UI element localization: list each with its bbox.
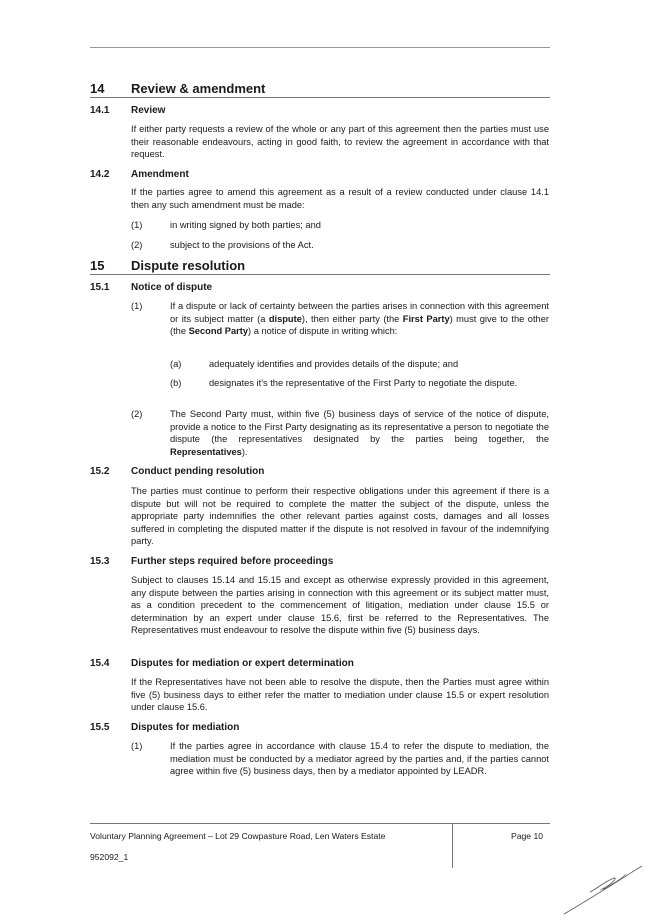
clause-title: Amendment [131,169,189,180]
footer-reference: 952092_1 [90,852,129,862]
list-text: adequately identifies and provides details of the dispute; and [209,359,459,369]
clause-number: 15.1 [90,282,110,293]
footer-divider [452,823,453,868]
list-text: If the parties agree in accordance with clause 15.4 to refer the dispute to mediation, the mediation must be conducted by a mediator agreed by the parties and, if the parties cannot agree within five (5) business days, then by a mediator appointed by LEADR. [170,741,549,777]
section-number: 15 [90,258,105,273]
list-label: (b) [170,378,182,388]
section-number: 14 [90,81,105,96]
clause-title: Review [131,105,166,116]
list-text: designates it's the representative of the First Party to negotiate the dispute. [209,378,518,388]
section-heading [90,258,550,275]
list-label: (1) [131,220,143,230]
list-label: (1) [131,741,143,751]
clause-number: 15.3 [90,556,110,567]
footer-title: Voluntary Planning Agreement – Lot 29 Cowpasture Road, Len Waters Estate [90,831,386,841]
clause-number: 15.4 [90,658,110,669]
footer-rule [90,823,550,869]
list-label: (2) [131,240,143,250]
clause-text: If the Representatives have not been able to resolve the dispute, then the Parties must agree within five (5) business days to either refer the matter to mediation under clause 15.5 or expert resolution under clause 15.6. [131,677,549,713]
clause-text: If either party requests a review of the whole or any part of this agreement then the parties must use their reasonable endeavours, acting in good faith, to review the agreement in accordance with that request. [131,124,549,160]
clause-title: Disputes for mediation or expert determination [131,658,354,669]
signature-icon [560,862,646,918]
page-number: Page 10 [511,831,544,841]
list-text: subject to the provisions of the Act. [170,240,314,250]
section-title: Dispute resolution [131,258,246,273]
list-label: (1) [131,301,143,311]
clause-number: 14.2 [90,169,110,180]
clause-number: 15.2 [90,466,110,477]
header-rule [90,47,550,48]
clause-text: Subject to clauses 15.14 and 15.15 and except as otherwise expressly provided in this agreement, any dispute between the parties arising in connection with this agreement or its subject matter must, as a condition precedent to the commencement of litigation, mediation under clause 15.5 or determination by an expert under clause 15.6, first be referred to the Representatives. The Representatives must endeavour to resolve the dispute within five (5) business days. [131,575,549,636]
clause-title: Conduct pending resolution [131,466,265,477]
clause-number: 14.1 [90,105,110,116]
list-label: (2) [131,409,143,419]
list-text: in writing signed by both parties; and [170,220,321,230]
clause-title: Disputes for mediation [131,722,240,733]
section-heading [90,81,550,98]
clause-text: The parties must continue to perform their respective obligations under this agreement if there is a dispute but will not be required to complete the matter the subject of the dispute, unless the appropriate party indemnifies the other relevant parties against costs, damages and all losses suffered in completing the disputed matter if the dispute is not resolved in favour of the indemnifying party. [131,486,549,547]
list-text: The Second Party must, within five (5) business days of service of the notice of dispute, provide a notice to the First Party designating as its representative a person to negotiate the dispute (the representatives designated by the parties being together, the Representatives). [170,409,549,457]
list-text: If a dispute or lack of certainty between the parties arises in connection with this agreement or its subject matter (a dispute), then either party (the First Party) must give to the other (the Second Party) a notice of dispute in writing which: [170,301,549,337]
clause-text: If the parties agree to amend this agreement as a result of a review conducted under clause 14.1 then any such amendment must be made: [131,187,549,210]
clause-title: Further steps required before proceedings [131,556,334,567]
section-title: Review & amendment [131,81,266,96]
list-label: (a) [170,359,182,369]
clause-number: 15.5 [90,722,110,733]
clause-title: Notice of dispute [131,282,213,293]
